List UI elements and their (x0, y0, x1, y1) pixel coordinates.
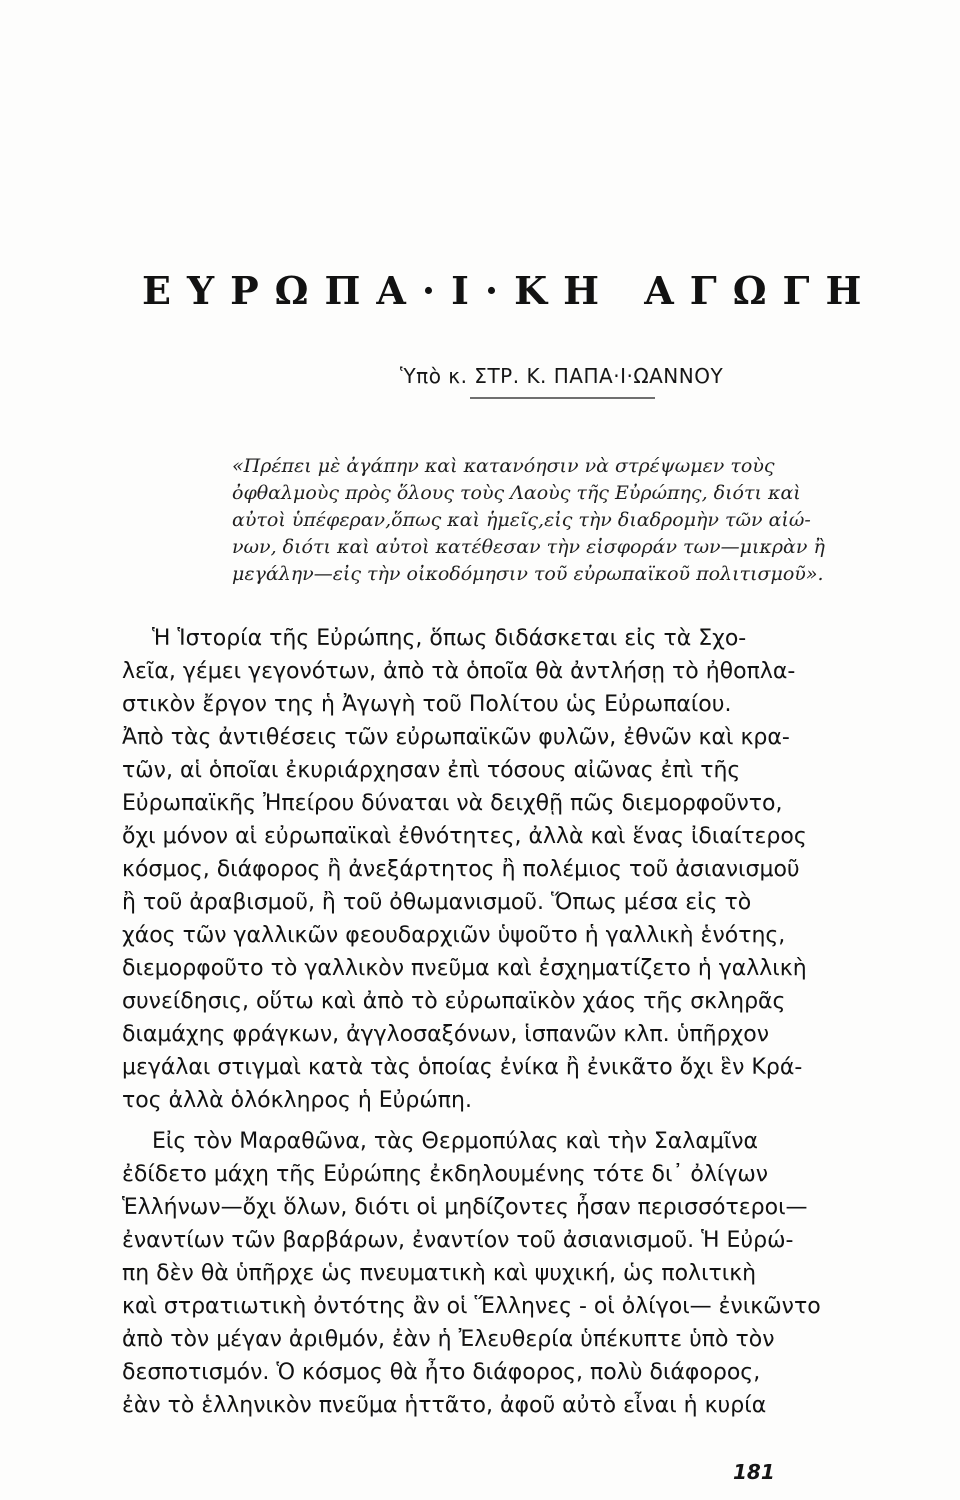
body-line: Εἰς τὸν Μαραθῶνα, τὰς Θερμοπύλας καὶ τὴν Σαλαμῖνα (152, 1129, 759, 1154)
body-line: ἀπὸ τὸν μέγαν ἀριθμόν, ἐὰν ἡ Ἐλευθερία ὑπέκυπτε ὑπὸ τὸν (122, 1327, 775, 1352)
body-line: ἢ τοῦ ἀραβισμοῦ, ἢ τοῦ ὀθωμανισμοῦ. Ὅπως μέσα εἰς τὸ (122, 890, 752, 915)
body-line: κόσμος, διάφορος ἢ ἀνεξάρτητος ἢ πολέμιος τοῦ ἀσιανισμοῦ (122, 857, 800, 882)
body-line: καὶ στρατιωτικὴ ὀντότης ἂν οἱ Ἕλληνες - οἱ ὀλίγοι— ἐνικῶντο (122, 1294, 821, 1319)
body-line: λεῖα, γέμει γεγονότων, ἀπὸ τὰ ὁποῖα θὰ ἀντλήσῃ τὸ ἠθοπλα- (122, 659, 796, 684)
article-title: ΕΥΡΩΠΑ·Ι·ΚΗ ΑΓΩΓΗ (142, 268, 878, 313)
quote-line: μεγάλην—εἰς τὴν οἰκοδόμησιν τοῦ εὐρωπαϊκοῦ πολιτισμοῦ». (232, 563, 824, 585)
body-line: δεσποτισμόν. Ὁ κόσμος θὰ ἦτο διάφορος, πολὺ διάφορος, (122, 1360, 761, 1385)
body-line: ἐδίδετο μάχη τῆς Εὐρώπης ἐκδηλουμένης τότε δι᾽ ὀλίγων (122, 1162, 769, 1187)
quote-line: «Πρέπει μὲ ἀγάπην καὶ κατανόησιν νὰ στρέψωμεν τοὺς (232, 455, 775, 477)
body-line: συνείδησις, οὕτω καὶ ἀπὸ τὸ εὐρωπαϊκὸν χάος τῆς σκληρᾶς (122, 989, 786, 1014)
body-line: χάος τῶν γαλλικῶν φεουδαρχιῶν ὑψοῦτο ἡ γαλλικὴ ἑνότης, (122, 923, 786, 948)
quote-line: ὀφθαλμοὺς πρὸς ὅλους τοὺς Λαοὺς τῆς Εὐρώπης, διότι καὶ (232, 482, 801, 504)
body-line: μεγάλαι στιγμαὶ κατὰ τὰς ὁποίας ἐνίκα ἢ ἐνικᾶτο ὄχι ἓν Κρά- (122, 1055, 803, 1080)
body-line: Εὐρωπαϊκῆς Ἠπείρου δύναται νὰ δειχθῇ πῶς διεμορφοῦντο, (122, 791, 783, 816)
title-divider (470, 397, 655, 399)
body-line: Ἡ Ἱστορία τῆς Εὐρώπης, ὅπως διδάσκεται εἰς τὰ Σχο- (152, 626, 747, 651)
body-line: ὄχι μόνον αἱ εὐρωπαϊκαὶ ἐθνότητες, ἀλλὰ καὶ ἕνας ἰδιαίτερος (122, 824, 807, 849)
body-line: διεμορφοῦτο τὸ γαλλικὸν πνεῦμα καὶ ἐσχηματίζετο ἡ γαλλικὴ (122, 956, 807, 981)
quote-line: νων, διότι καὶ αὐτοὶ κατέθεσαν τὴν εἰσφοράν των—μικρὰν ἢ (232, 536, 825, 558)
body-line: στικὸν ἔργον της ἡ Ἀγωγὴ τοῦ Πολίτου ὡς Εὐρωπαίου. (122, 692, 732, 717)
body-line: διαμάχης φράγκων, ἀγγλοσαξόνων, ἱσπανῶν κλπ. ὑπῆρχον (122, 1022, 769, 1047)
body-line: Ἑλλήνων—ὄχι ὅλων, διότι οἱ μηδίζοντες ἦσαν περισσότεροι— (122, 1195, 808, 1220)
body-line: τῶν, αἱ ὁποῖαι ἐκυριάρχησαν ἐπὶ τόσους αἰῶνας ἐπὶ τῆς (122, 758, 741, 783)
body-line: ἐναντίων τῶν βαρβάρων, ἐναντίον τοῦ ἀσιανισμοῦ. Ἡ Εὐρώ- (122, 1228, 794, 1253)
body-line: τος ἀλλὰ ὁλόκληρος ἡ Εὐρώπη. (122, 1088, 472, 1113)
page-number: 181 (733, 1460, 775, 1484)
author-byline: Ὑπὸ κ. ΣΤΡ. Κ. ΠΑΠΑ·Ι·ΩΑΝΝΟΥ (400, 364, 724, 388)
quote-line: αὐτοὶ ὑπέφεραν,ὅπως καὶ ἡμεῖς,εἰς τὴν διαδρομὴν τῶν αἰώ- (232, 509, 811, 531)
body-line: πη δὲν θὰ ὑπῆρχε ὡς πνευματικὴ καὶ ψυχική, ὡς πολιτικὴ (122, 1261, 757, 1286)
body-line: Ἀπὸ τὰς ἀντιθέσεις τῶν εὐρωπαϊκῶν φυλῶν, ἐθνῶν καὶ κρα- (122, 725, 790, 750)
body-line: ἐὰν τὸ ἑλληνικὸν πνεῦμα ἡττᾶτο, ἀφοῦ αὐτὸ εἶναι ἡ κυρία (122, 1393, 767, 1418)
